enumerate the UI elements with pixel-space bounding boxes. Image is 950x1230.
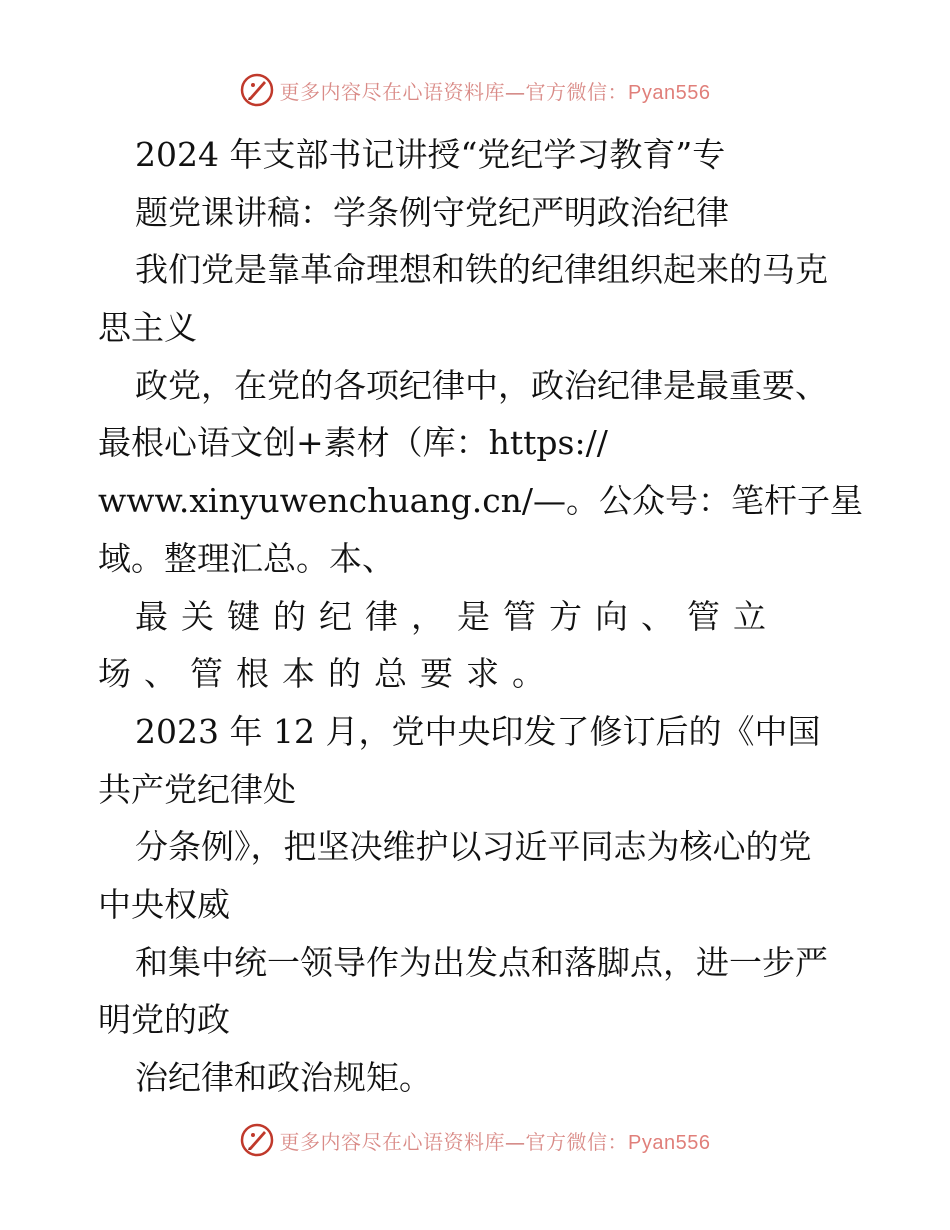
header-watermark xyxy=(0,70,950,110)
paragraph-line: 我们党是靠革命理想和铁的纪律组织起来的马克 xyxy=(135,250,828,290)
document-body xyxy=(98,126,864,1107)
paragraph-line: www.xinyuwenchuang.cn/—。公众号：笔杆子星 xyxy=(98,481,864,521)
paragraph-line: 分条例》，把坚决维护以习近平同志为核心的党 xyxy=(135,827,812,867)
paragraph-line: 和集中统一领导作为出发点和落脚点，进一步严 xyxy=(135,942,828,982)
watermark-text xyxy=(280,76,711,105)
quill-seal-icon xyxy=(240,1123,274,1157)
paragraph-line: 最根心语文创+素材（库：https:// xyxy=(98,423,608,463)
paragraph-line: 最关键的纪律，是管方向、管立 xyxy=(135,596,779,636)
quill-seal-icon xyxy=(240,73,274,107)
watermark-separator: — xyxy=(505,79,526,104)
paragraph-line: 政党，在党的各项纪律中，政治纪律是最重要、 xyxy=(135,365,828,405)
watermark-suffix: 官方微信： xyxy=(525,79,629,104)
paragraph-line: 中央权威 xyxy=(98,884,230,924)
paragraph-line: 共产党纪律处 xyxy=(98,769,296,809)
paragraph-line: 场、管根本的总要求。 xyxy=(98,654,558,694)
paragraph-line: 域。整理汇总。本、 xyxy=(98,538,395,578)
watermark-suffix: 官方微信： xyxy=(525,1129,629,1154)
title-line-1: 2024 年支部书记讲授“党纪学习教育”专 xyxy=(135,135,726,174)
title-line-2: 题党课讲稿：学条例守党纪严明政治纪律 xyxy=(135,192,729,232)
watermark-separator: — xyxy=(505,1129,526,1154)
watermark-main: 更多内容尽在心语资料库 xyxy=(279,79,506,104)
watermark-account: Pyan556 xyxy=(628,1131,711,1154)
footer-watermark xyxy=(0,1120,950,1160)
watermark-text xyxy=(280,1126,711,1155)
paragraph-line: 治纪律和政治规矩。 xyxy=(135,1058,432,1097)
paragraph-line: 明党的政 xyxy=(98,1000,230,1040)
watermark-account: Pyan556 xyxy=(628,81,711,104)
paragraph-line: 2023 年 12 月，党中央印发了修订后的《中国 xyxy=(135,711,821,751)
paragraph-line: 思主义 xyxy=(98,308,197,348)
watermark-main: 更多内容尽在心语资料库 xyxy=(279,1129,506,1154)
